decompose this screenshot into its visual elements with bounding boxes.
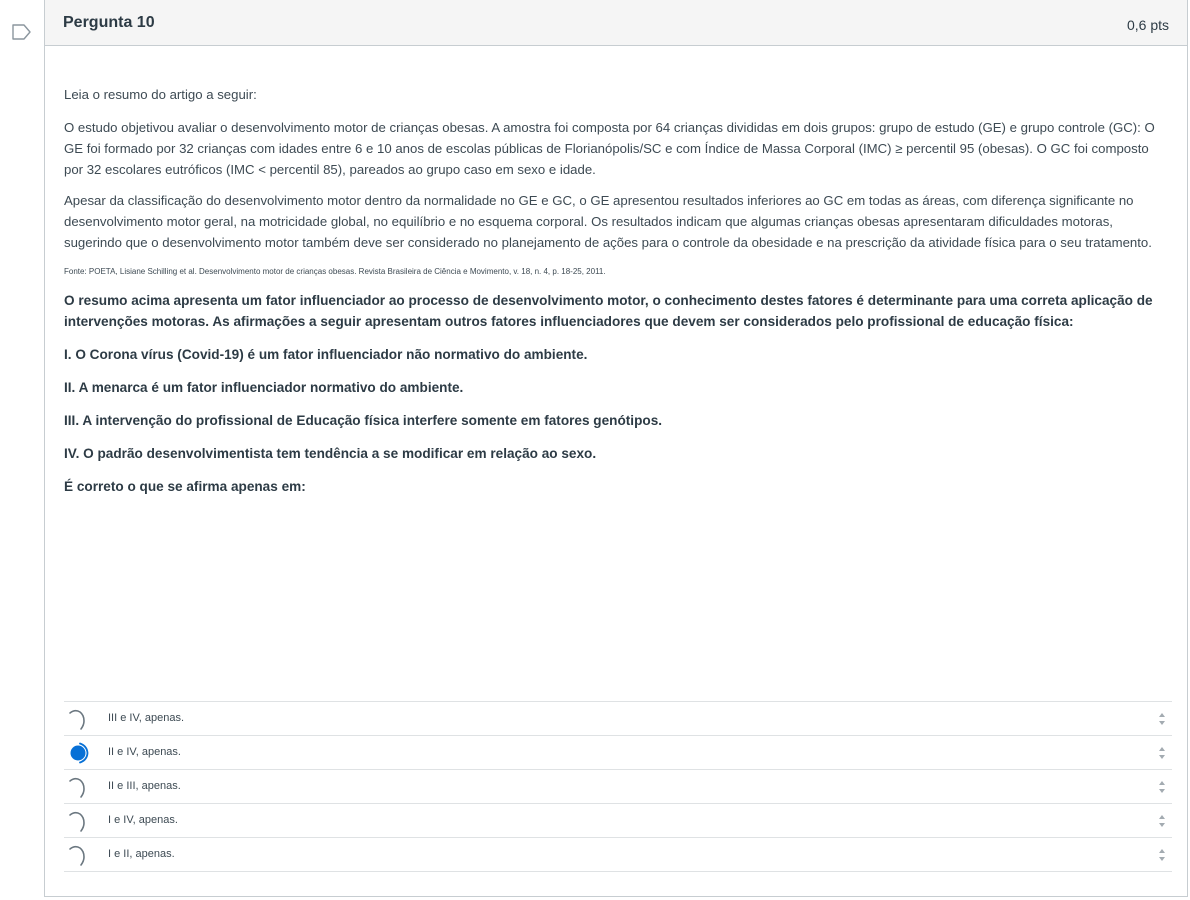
- answer-label: II e III, apenas.: [108, 780, 181, 792]
- question-card: [44, 0, 1188, 897]
- question-prompt: É correto o que se afirma apenas em:: [64, 479, 306, 494]
- statement-1: I. O Corona vírus (Covid-19) é um fator influenciador não normativo do ambiente.: [64, 347, 588, 362]
- summary-paragraph-1: O estudo objetivou avaliar o desenvolvimento motor de crianças obesas. A amostra foi composta por 64 crianças divididas em dois grupos: grupo de estudo (GE) e grupo controle (GC): O GE foi formado por 32 crianças com idades entre 6 e 10 anos de escolas públicas de Florianópolis/SC e com Índice de Massa Corporal (IMC) ≥ percentil 95 (obesas). O GC foi composto por 32 escolares eutróficos (IMC < percentil 85), pareados ao grupo caso em sexo e idade.: [64, 120, 1155, 177]
- statement-2: II. A menarca é um fator influenciador normativo do ambiente.: [64, 380, 464, 395]
- radio-icon-selected[interactable]: [66, 741, 90, 765]
- radio-icon[interactable]: [66, 707, 90, 731]
- answer-option[interactable]: [64, 838, 1172, 872]
- question-text: [64, 84, 1170, 497]
- up-down-arrows-icon: [1158, 780, 1166, 794]
- answer-option[interactable]: [64, 804, 1172, 838]
- question-header: [45, 0, 1187, 46]
- radio-icon[interactable]: [66, 809, 90, 833]
- up-down-arrows-icon: [1158, 848, 1166, 862]
- answer-label: II e IV, apenas.: [108, 746, 181, 758]
- up-down-arrows-icon: [1158, 746, 1166, 760]
- summary-paragraph-2: Apesar da classificação do desenvolvimento motor dentro da normalidade no GE e GC, o GE apresentou resultados inferiores ao GC em todas as áreas, com diferença significante no desenvolvimento motor geral, na motricidade global, no equilíbrio e no esquema corporal. Os resultados indicam que algumas crianças obesas apresentaram dificuldades motoras, sugerindo que o desenvolvimento motor também deve ser considerado no planejamento de ações para o controle da obesidade e na prescrição da atividade física para o seu tratamento.: [64, 193, 1152, 250]
- answer-option[interactable]: [64, 770, 1172, 804]
- flag-question-icon[interactable]: [9, 21, 35, 43]
- question-points: 0,6 pts: [1126, 17, 1169, 33]
- up-down-arrows-icon: [1158, 712, 1166, 726]
- prompt-text: O resumo acima apresenta um fator influenciador ao processo de desenvolvimento motor, o conhecimento destes fatores é determinante para uma correta aplicação de intervenções motoras. As afirmações a seguir apresentam outros fatores influenciadores que devem ser considerados pelo profissional de educação física:: [64, 293, 1153, 329]
- answer-list: [64, 701, 1172, 872]
- radio-icon[interactable]: [66, 775, 90, 799]
- up-down-arrows-icon: [1158, 814, 1166, 828]
- intro-text: Leia o resumo do artigo a seguir:: [64, 87, 257, 102]
- answer-option[interactable]: [64, 736, 1172, 770]
- source-citation: Fonte: POETA, Lisiane Schilling et al. Desenvolvimento motor de crianças obesas. Revista Brasileira de Ciência e Movimento, v. 18, n. 4, p. 18-25, 2011.: [64, 267, 606, 276]
- statement-4: IV. O padrão desenvolvimentista tem tendência a se modificar em relação ao sexo.: [64, 446, 597, 461]
- answer-option[interactable]: [64, 702, 1172, 736]
- answer-label: III e IV, apenas.: [108, 712, 185, 724]
- statement-3: III. A intervenção do profissional de Educação física interfere somente em fatores genótipos.: [64, 413, 663, 428]
- answer-label: I e II, apenas.: [108, 848, 175, 860]
- answer-label: I e IV, apenas.: [108, 814, 178, 826]
- radio-icon[interactable]: [66, 843, 90, 867]
- question-title: Pergunta 10: [63, 14, 155, 31]
